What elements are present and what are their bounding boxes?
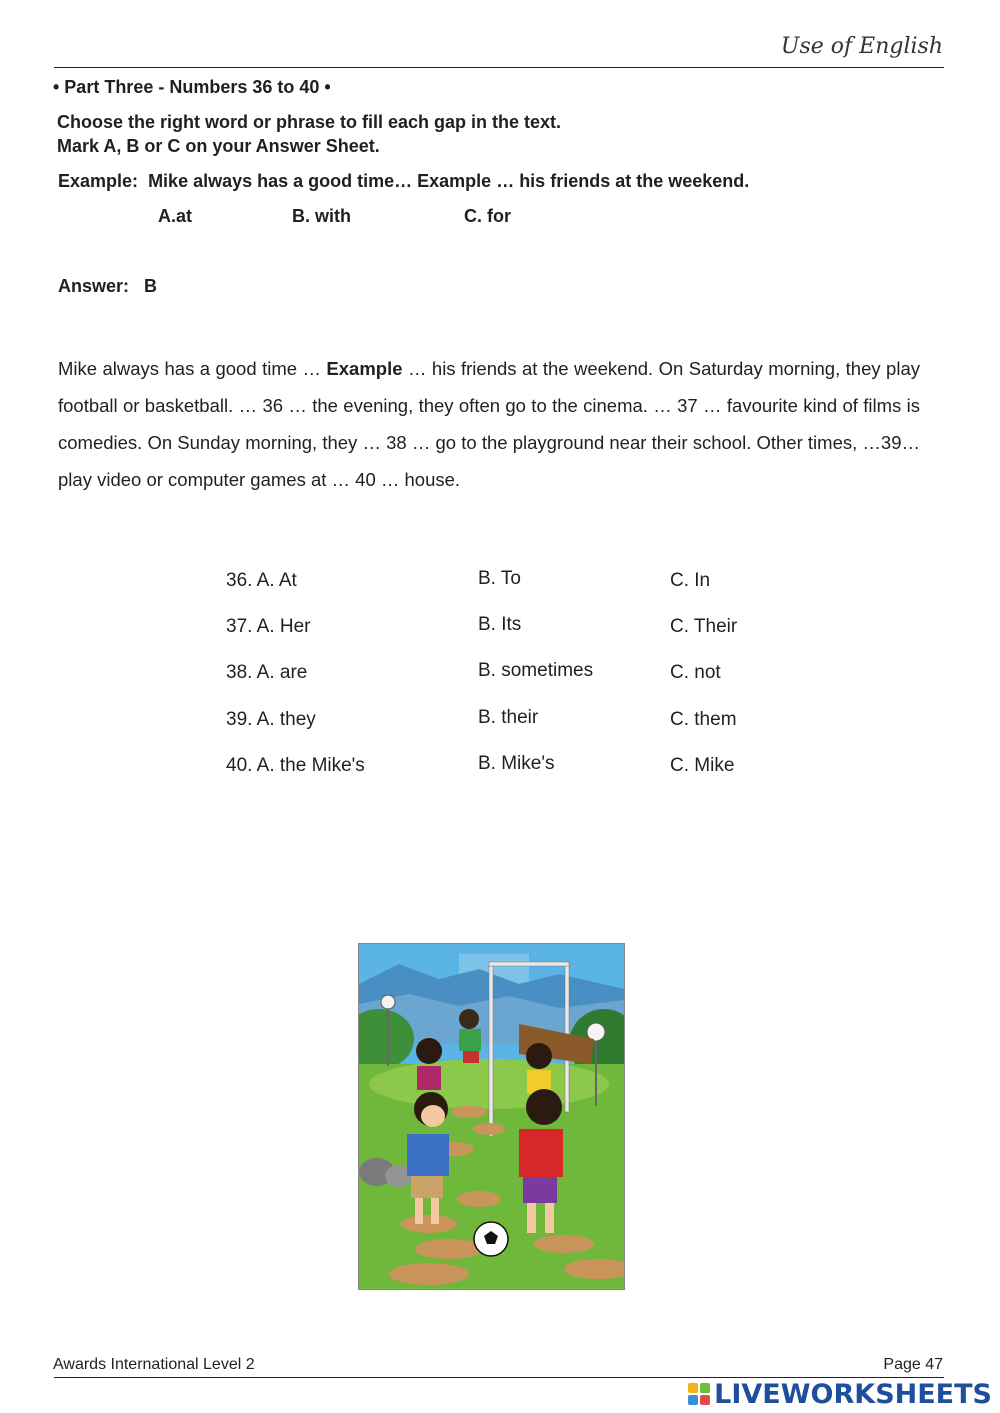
passage-example-word: Example <box>326 358 403 379</box>
q40-option-a[interactable]: 40. A. the Mike's <box>226 755 365 776</box>
q38-option-a[interactable]: 38. A. are <box>226 662 308 683</box>
footer-page-number: Page 47 <box>883 1356 943 1373</box>
reading-passage <box>58 350 920 498</box>
q37-option-a[interactable]: 37. A. Her <box>226 616 311 637</box>
example-sentence: Mike always has a good time… Example … his friends at the weekend. <box>148 171 750 191</box>
instruction-line-2: Mark A, B or C on your Answer Sheet. <box>57 136 380 156</box>
part-heading: • Part Three - Numbers 36 to 40 • <box>53 77 331 97</box>
example-option-c: C. for <box>464 206 511 226</box>
answer-value: B <box>144 276 158 296</box>
instructions <box>57 110 561 158</box>
q36-option-b[interactable]: B. To <box>478 568 521 589</box>
example-option-a: A.at <box>158 206 193 226</box>
example-line <box>58 171 749 192</box>
passage-text-start: Mike always has a good time … <box>58 358 327 379</box>
q39-option-c[interactable]: C. them <box>670 709 737 730</box>
example-option-b: B. with <box>292 206 351 226</box>
q39-option-a[interactable]: 39. A. they <box>226 709 316 730</box>
footer-publisher: Awards International Level 2 <box>53 1356 255 1373</box>
q39-option-b[interactable]: B. their <box>478 707 539 728</box>
q40-option-b[interactable]: B. Mike's <box>478 753 555 774</box>
example-label: Example: <box>58 171 139 191</box>
liveworksheets-wordmark: LIVEWORKSHEETS <box>714 1378 992 1410</box>
header-divider <box>54 67 944 68</box>
question-36 <box>0 570 1000 600</box>
q37-option-c[interactable]: C. Their <box>670 616 738 637</box>
example-answer <box>58 276 157 297</box>
park-illustration <box>358 943 625 1290</box>
children-playing-football-image <box>359 944 624 1289</box>
q40-option-c[interactable]: C. Mike <box>670 755 735 776</box>
passage-text-rest: … his friends at the weekend. On Saturday morning, they play football or basketball. … 36 … the evening, they often go to the cinema. … 37 … favourite kind of films is comedies. On Sunday morning, they … 38 … go to the playground near their school. Other times, …39… play video or computer games at … 40 … house. <box>58 358 920 490</box>
liveworksheets-logo <box>688 1378 992 1410</box>
q36-option-c[interactable]: C. In <box>670 570 711 591</box>
q38-option-b[interactable]: B. sometimes <box>478 660 594 681</box>
q36-option-a[interactable]: 36. A. At <box>226 570 297 591</box>
liveworksheets-icon <box>688 1383 710 1405</box>
header-title: Use of English <box>780 34 943 59</box>
q37-option-b[interactable]: B. Its <box>478 614 522 635</box>
question-38 <box>0 662 1000 692</box>
question-39 <box>0 709 1000 739</box>
question-40 <box>0 755 1000 785</box>
q38-option-c[interactable]: C. not <box>670 662 721 683</box>
question-37 <box>0 616 1000 646</box>
answer-label: Answer: <box>58 276 130 296</box>
instruction-line-1: Choose the right word or phrase to fill each gap in the text. <box>57 112 562 132</box>
